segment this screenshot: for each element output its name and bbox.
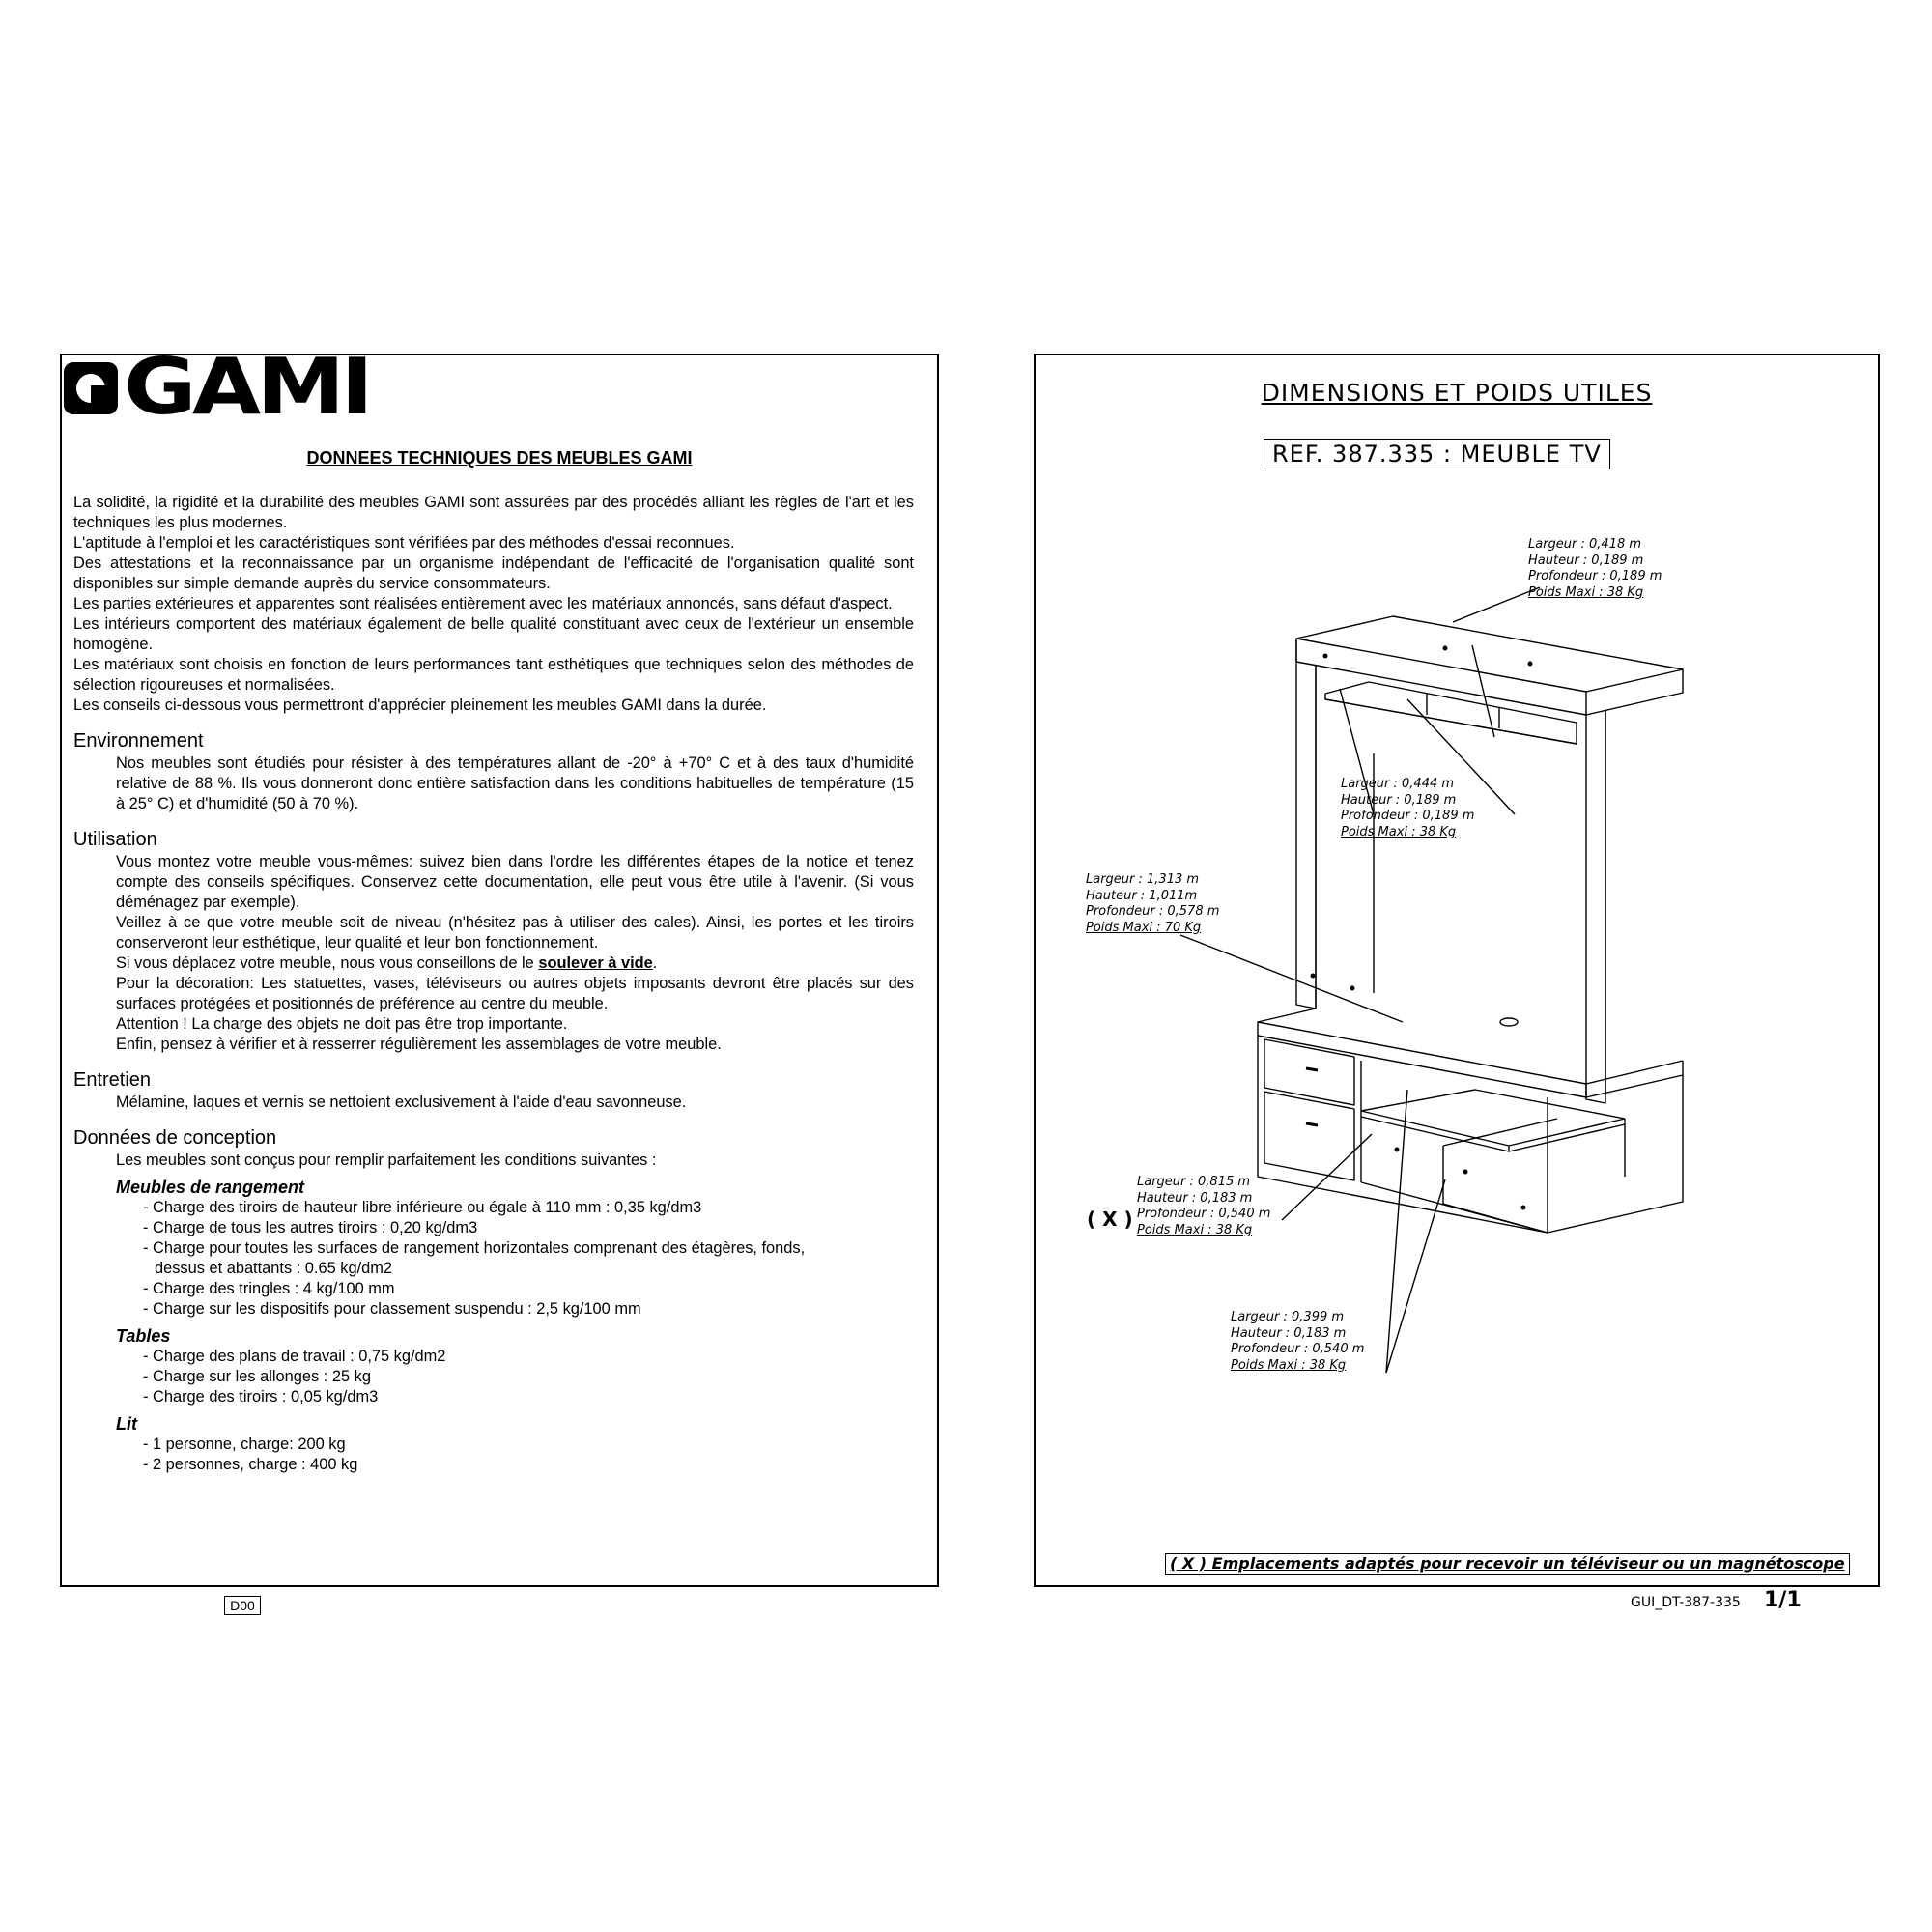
- base-front: [1258, 1036, 1548, 1233]
- spec-poids: Poids Maxi : 70 Kg: [1086, 920, 1202, 935]
- base-top-front: [1258, 1022, 1586, 1097]
- subsection-title-tables: Tables: [116, 1326, 171, 1346]
- base-side: [1548, 1075, 1683, 1233]
- spec-profondeur: Profondeur : 0,189 m: [1528, 569, 1662, 583]
- spec-hauteur: Hauteur : 0,189 m: [1528, 553, 1644, 568]
- spec-hauteur: Hauteur : 0,183 m: [1137, 1190, 1253, 1206]
- right-upright-front: [1586, 711, 1605, 1103]
- entretien-text: Mélamine, laques et vernis se nettoient exclusivement à l'aide d'eau savonneuse.: [116, 1094, 687, 1111]
- subsection-title-rangement: Meubles de rangement: [116, 1178, 305, 1197]
- list-item: - Charge des tiroirs de hauteur libre inférieure ou égale à 110 mm : 0,35 kg/dm3: [143, 1199, 702, 1216]
- page-number: 1/1: [1764, 1588, 1802, 1612]
- intro-paragraph: La solidité, la rigidité et la durabilité des meubles GAMI sont assurées par des procédés alliant les règles de l'art et les techniques les plus modernes.: [73, 494, 914, 531]
- section-title-utilisation: Utilisation: [73, 829, 157, 850]
- spec-profondeur: Profondeur : 0,540 m: [1137, 1207, 1271, 1221]
- spec-largeur: Largeur : 0,444 m: [1341, 777, 1455, 791]
- spec-hauteur: Hauteur : 0,189 m: [1341, 792, 1457, 808]
- list-item: - Charge pour toutes les surfaces de rangement horizontales comprenant des étagères, fonds,: [143, 1239, 806, 1257]
- technical-data-panel: [60, 342, 939, 1587]
- spec-profondeur: Profondeur : 0,578 m: [1086, 904, 1220, 919]
- leader-line: [1386, 1090, 1407, 1373]
- page-code-box: D00: [224, 1596, 261, 1615]
- spec-largeur: Largeur : 0,815 m: [1137, 1175, 1251, 1189]
- document-title: DONNEES TECHNIQUES DES MEUBLES GAMI: [306, 448, 693, 468]
- leader-line: [1472, 645, 1494, 737]
- leader-line: [1282, 1134, 1372, 1220]
- top-frame-side: [1586, 669, 1683, 715]
- gami-logo-text: GAMI: [124, 342, 370, 432]
- spec-block-middle-shelf: [1137, 1175, 1270, 1238]
- utilisation-paragraph: Vous montez votre meuble vous-mêmes: suivez bien dans l'ordre les différentes étapes de la notice et tenez compte des conseils spécifiques. Conservez cette documentation, elle peut vous être utile à l'avenir. (Si vous déménagez par exemple).: [116, 853, 914, 911]
- list-item: - Charge sur les allonges : 25 kg: [143, 1368, 371, 1385]
- spec-largeur: Largeur : 0,418 m: [1528, 537, 1642, 552]
- spec-largeur: Largeur : 1,313 m: [1086, 872, 1200, 887]
- reference-box: REF. 387.335 : MEUBLE TV: [1264, 439, 1610, 469]
- top-frame-top: [1296, 616, 1683, 692]
- tv-unit-drawing: [1036, 355, 1882, 1589]
- utilisation-paragraph: [116, 953, 914, 974]
- leader-line: [1180, 935, 1403, 1022]
- conception-text: Les meubles sont conçus pour remplir parfaitement les conditions suivantes :: [116, 1151, 657, 1169]
- utilisation-emphasis: soulever à vide: [538, 954, 653, 972]
- intro-paragraph: Des attestations et la reconnaissance par un organisme indépendant de l'efficacité de l'organisation qualité sont disponibles sur simple demande auprès du service consommateurs.: [73, 554, 914, 592]
- utilisation-text: Si vous déplacez votre meuble, nous vous conseillons de le: [116, 954, 539, 972]
- list-item: - Charge des tringles : 4 kg/100 mm: [143, 1280, 395, 1297]
- spec-block-hanging-shelf: [1341, 777, 1474, 840]
- utilisation-paragraph: Enfin, pensez à vérifier et à resserrer régulièrement les assemblages de votre meuble.: [116, 1036, 722, 1053]
- subsection-title-lit: Lit: [116, 1414, 137, 1434]
- document-reference: GUI_DT-387-335: [1631, 1595, 1741, 1610]
- document-body: [73, 493, 914, 1475]
- utilisation-text: .: [652, 954, 658, 972]
- spec-profondeur: Profondeur : 0,189 m: [1341, 809, 1475, 823]
- gami-logo: [64, 342, 370, 432]
- gami-logo-icon: [64, 362, 118, 414]
- spec-largeur: Largeur : 0,399 m: [1231, 1310, 1345, 1324]
- section-title-entretien: Entretien: [73, 1069, 152, 1091]
- spec-poids: Poids Maxi : 38 Kg: [1341, 824, 1457, 839]
- spec-poids: Poids Maxi : 38 Kg: [1137, 1222, 1253, 1237]
- section-title-environnement: Environnement: [73, 730, 204, 752]
- drawer-lower: [1264, 1092, 1354, 1180]
- intro-paragraph: Les conseils ci-dessous vous permettront d'apprécier pleinement les meubles GAMI dans la durée.: [73, 696, 767, 714]
- middle-shelf: [1361, 1090, 1625, 1146]
- spec-block-main-unit: [1086, 872, 1219, 936]
- list-item: - Charge des plans de travail : 0,75 kg/dm2: [143, 1348, 446, 1365]
- spec-profondeur: Profondeur : 0,540 m: [1231, 1342, 1365, 1356]
- spec-poids: Poids Maxi : 38 Kg: [1231, 1357, 1347, 1373]
- spec-block-lower-compartment: [1231, 1310, 1364, 1374]
- intro-paragraph: Les intérieurs comportent des matériaux également de belle qualité constituant avec ceux de l'extérieur un ensemble homogène.: [73, 615, 914, 653]
- utilisation-paragraph: Veillez à ce que votre meuble soit de niveau (n'hésitez pas à utiliser des cales). Ainsi, les portes et les tiroirs conserveront leur esthétique, leur qualité et leur bon fonctionnement.: [116, 914, 914, 952]
- list-item: - 2 personnes, charge : 400 kg: [143, 1456, 358, 1473]
- list-item: - Charge sur les dispositifs pour classement suspendu : 2,5 kg/100 mm: [143, 1300, 641, 1318]
- top-frame-front: [1296, 639, 1586, 715]
- list-item: - Charge de tous les autres tiroirs : 0,20 kg/dm3: [143, 1219, 478, 1236]
- spec-poids: Poids Maxi : 38 Kg: [1528, 584, 1644, 600]
- section-title-conception: Données de conception: [73, 1127, 277, 1149]
- hanging-shelf: [1325, 682, 1577, 744]
- drawer-upper: [1264, 1039, 1354, 1105]
- footnote: ( X ) Emplacements adaptés pour recevoir un téléviseur ou un magnétoscope: [1165, 1553, 1850, 1575]
- environnement-text: Nos meubles sont étudiés pour résister à des températures allant de -20° à +70° C et à des taux d'humidité relative de 88 %. Ils vous donneront donc entière satisfaction dans les conditions habituelles de température (15 à 25° C) et d'humidité (50 à 70 %).: [116, 754, 914, 812]
- intro-paragraph: Les parties extérieures et apparentes sont réalisées entièrement avec les matériaux annoncés, sans défaut d'aspect.: [73, 595, 893, 612]
- leader-line: [1453, 587, 1540, 622]
- left-upright-front: [1296, 662, 1316, 1009]
- intro-paragraph: L'aptitude à l'emploi et les caractéristiques sont vérifiées par des méthodes d'essai reconnues.: [73, 534, 735, 552]
- dimensions-panel: [1034, 354, 1880, 1587]
- spec-hauteur: Hauteur : 1,011m: [1086, 888, 1198, 903]
- spec-hauteur: Hauteur : 0,183 m: [1231, 1325, 1347, 1341]
- utilisation-paragraph: Attention ! La charge des objets ne doit pas être trop importante.: [116, 1015, 568, 1033]
- spec-block-upper-shelf: [1528, 537, 1662, 601]
- leader-line: [1386, 1179, 1445, 1373]
- x-marker: ( X ): [1087, 1208, 1133, 1231]
- list-item: - 1 personne, charge: 200 kg: [143, 1435, 346, 1453]
- dimensions-title: DIMENSIONS ET POIDS UTILES: [1261, 379, 1653, 407]
- intro-paragraph: Les matériaux sont choisis en fonction de leurs performances tant esthétiques que techniques selon des méthodes de sélection rigoureuses et normalisées.: [73, 656, 914, 694]
- list-item: - Charge des tiroirs : 0,05 kg/dm3: [143, 1388, 379, 1406]
- list-item: dessus et abattants : 0.65 kg/dm2: [155, 1260, 393, 1277]
- utilisation-paragraph: Pour la décoration: Les statuettes, vases, téléviseurs ou autres objets imposants devront être placés sur des surfaces protégées et positionnés de préférence au centre du meuble.: [116, 975, 914, 1012]
